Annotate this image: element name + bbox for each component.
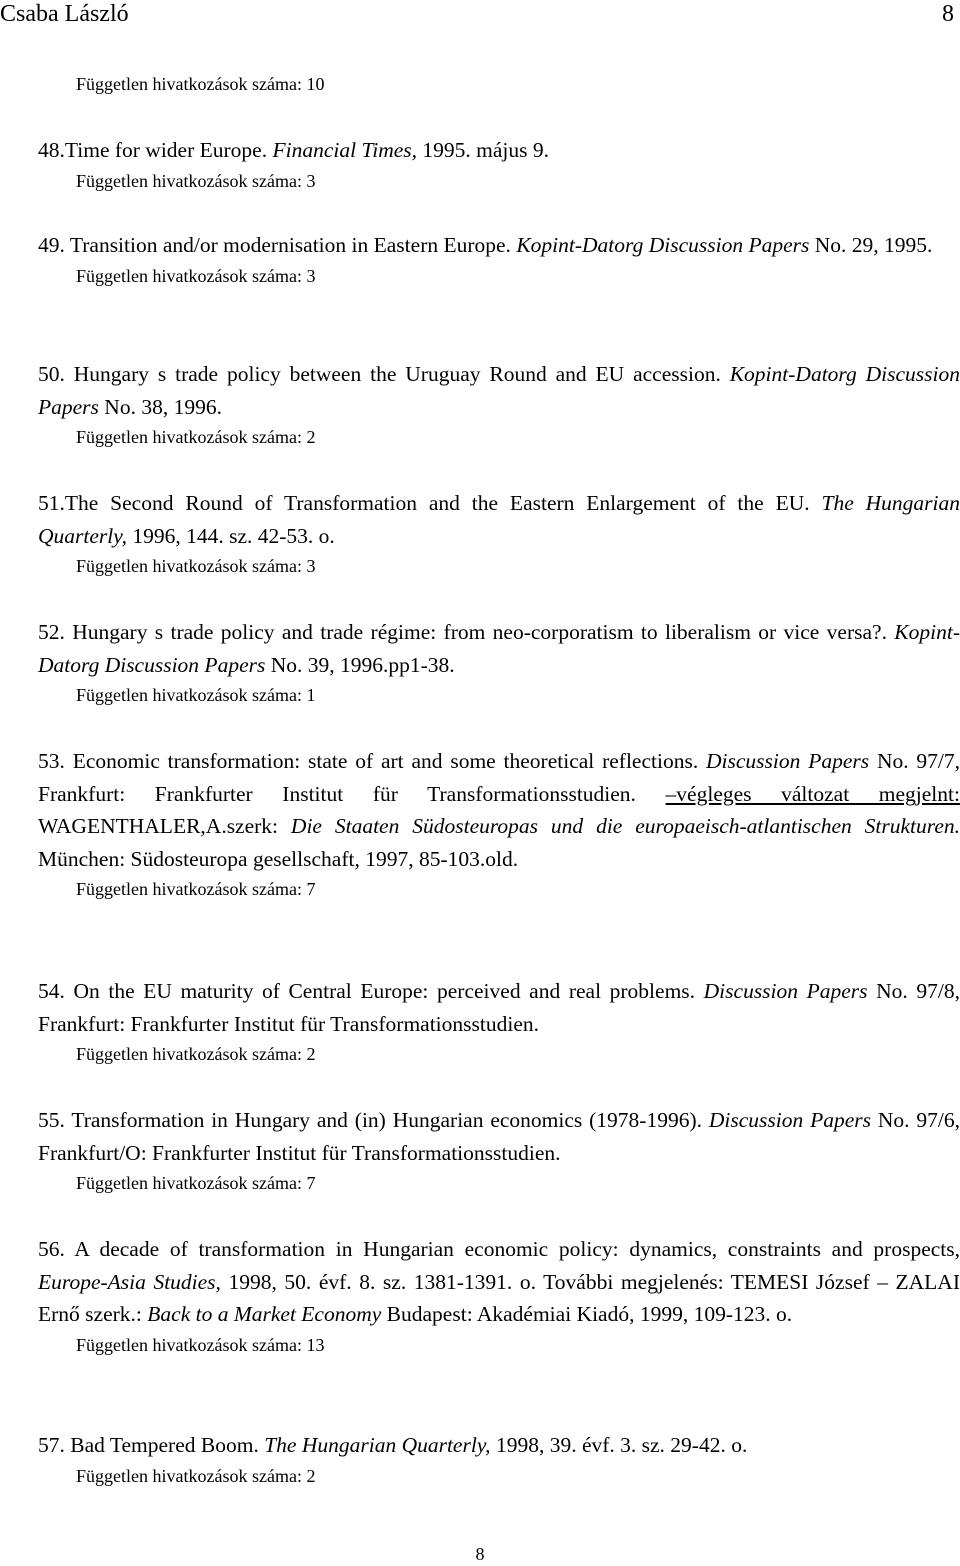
entry-venue: Kopint-Datorg Discussion Papers	[38, 362, 960, 419]
entry-title: Transformation in Hungary and (in) Hungarian economics (1978-1996).	[64, 1108, 709, 1132]
publication-text	[38, 745, 960, 875]
entry-number: 55.	[38, 1108, 65, 1132]
entry-final-version-note: –végleges változat megjelnt:	[665, 781, 960, 806]
publication-entry	[38, 358, 960, 448]
entry-number: 53.	[38, 749, 65, 773]
publication-entry	[38, 1104, 960, 1194]
header-author: Csaba László	[0, 1, 129, 27]
entry-title: On the EU maturity of Central Europe: perceived and real problems.	[64, 979, 704, 1003]
entry-editor: WAGENTHALER,A.szerk:	[38, 814, 291, 838]
publication-text	[38, 229, 960, 262]
entry-details: 1998, 50. évf. 8. sz. 1381-1391. o. További megjelenés: TEMESI József – ZALAI Ernő szerk.:	[38, 1269, 960, 1326]
entry-title: Hungary s trade policy and trade régime: from neo-corporatism to liberalism or vice versa?.	[64, 620, 895, 644]
publication-text	[38, 134, 960, 167]
entry-details: No. 38, 1996.	[98, 394, 222, 419]
citation-count: Független hivatkozások száma: 2	[76, 1044, 316, 1064]
entry-details: No. 97/8, Frankfurt: Frankfurter Institut für Transformationsstudien.	[38, 979, 960, 1036]
page-header	[0, 0, 960, 30]
entry-title: The Second Round of Transformation and the Eastern Enlargement of the EU.	[64, 491, 822, 515]
footer-page-number: 8	[475, 1544, 485, 1564]
entry-venue: Kopint-Datorg Discussion Papers	[38, 620, 960, 677]
citation-count: Független hivatkozások száma: 7	[76, 1173, 316, 1193]
publication-entry	[38, 975, 960, 1065]
publication-entry	[38, 1233, 960, 1356]
entry-number: 49.	[38, 233, 65, 257]
entry-venue: Discussion Papers	[703, 979, 868, 1003]
publication-entry	[38, 1429, 960, 1487]
entry-title: A decade of transformation in Hungarian economic policy: dynamics, constraints and prospects,	[64, 1237, 960, 1261]
publication-text	[38, 975, 960, 1040]
publication-text	[38, 358, 960, 423]
citation-count: Független hivatkozások száma: 1	[76, 685, 316, 705]
entry-details: No. 39, 1996.pp1-38.	[265, 652, 455, 677]
entry-details: 1998, 39. évf. 3. sz. 29-42. o.	[490, 1433, 748, 1457]
entry-venue: Financial Times,	[272, 138, 418, 162]
entry-title: Hungary s trade policy between the Uruguay Round and EU accession.	[64, 362, 730, 386]
entry-number: 54.	[38, 979, 65, 1003]
citation-count: Független hivatkozások száma: 3	[76, 556, 316, 576]
entry-details: No. 29, 1995.	[809, 233, 933, 257]
entry-venue: The Hungarian Quarterly,	[264, 1433, 491, 1457]
publication-entry	[38, 134, 960, 192]
publication-text	[38, 1104, 960, 1169]
publication-entry	[38, 229, 960, 287]
citation-count: Független hivatkozások száma: 10	[76, 74, 325, 94]
entry-number: 51.	[38, 491, 65, 515]
publication-entry	[38, 487, 960, 577]
entry-number: 50.	[38, 362, 65, 386]
publication-entry	[38, 745, 960, 900]
entry-venue: Discussion Papers	[706, 749, 870, 773]
entry-publisher: München: Südosteuropa gesellschaft, 1997, 85-103.old.	[38, 846, 519, 871]
entry-title: Economic transformation: state of art and some theoretical reflections.	[64, 749, 707, 773]
entry-title: Transition and/or modernisation in Eastern Europe.	[64, 233, 517, 257]
entry-details: 1995. május 9.	[417, 138, 549, 162]
entry-title: Bad Tempered Boom.	[64, 1433, 265, 1457]
entry-details: 1996, 144. sz. 42-53. o.	[126, 523, 335, 548]
entry-number: 48.	[38, 138, 65, 162]
entry-details: No. 97/6, Frankfurt/O: Frankfurter Institut für Transformationsstudien.	[38, 1108, 960, 1165]
entry-publisher: Budapest: Akadémiai Kiadó, 1999, 109-123. o.	[381, 1302, 793, 1326]
entry-book-title: Back to a Market Economy	[147, 1302, 382, 1326]
citation-count: Független hivatkozások száma: 7	[76, 879, 316, 899]
citation-count: Független hivatkozások száma: 3	[76, 265, 316, 286]
entry-details: No. 97/7, Frankfurt: Frankfurter Institut für Transformationsstudien.	[38, 749, 960, 806]
publication-entry	[38, 616, 960, 706]
citation-count: Független hivatkozások száma: 2	[76, 1465, 316, 1486]
header-page-number: 8	[942, 1, 954, 27]
publication-text	[38, 1233, 960, 1331]
entry-number: 56.	[38, 1237, 65, 1261]
publication-text	[38, 616, 960, 681]
entry-book-title: Die Staaten Südosteuropas und die europaeisch-atlantischen Strukturen.	[290, 814, 960, 838]
entry-number: 57.	[38, 1433, 65, 1457]
publication-text	[38, 487, 960, 552]
citation-count: Független hivatkozások száma: 3	[76, 170, 316, 191]
entry-venue: Discussion Papers	[708, 1108, 872, 1132]
entry-venue: The Hungarian Quarterly,	[38, 491, 960, 548]
entry-number: 52.	[38, 620, 65, 644]
entry-venue: Europe-Asia Studies,	[38, 1269, 221, 1294]
entry-venue: Kopint-Datorg Discussion Papers	[516, 233, 810, 257]
citation-count: Független hivatkozások száma: 13	[76, 1334, 325, 1355]
entry-title: Time for wider Europe.	[64, 138, 273, 162]
citation-count: Független hivatkozások száma: 2	[76, 427, 316, 447]
publication-text	[38, 1429, 960, 1462]
